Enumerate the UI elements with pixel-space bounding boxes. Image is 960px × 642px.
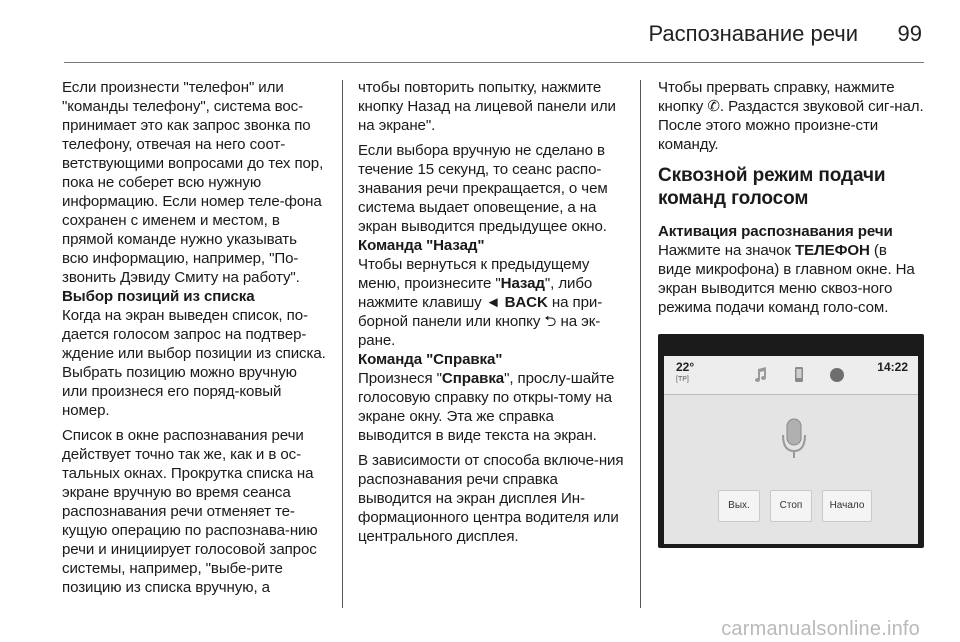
text: на при-борной панели или кнопку xyxy=(358,294,603,330)
text: ", либо нажмите клавишу xyxy=(358,275,593,311)
column-2 xyxy=(358,78,624,552)
text: . Раздастся звуковой сиг-нал. После этого можно произне-сти команду. xyxy=(658,98,924,153)
infotainment-screen-illustration xyxy=(658,334,924,548)
return-icon: ⮌ xyxy=(544,313,557,330)
paragraph xyxy=(358,236,624,350)
subheading: Активация распознавания речи xyxy=(658,223,893,240)
subheading: Команда "Справка" xyxy=(358,351,503,368)
page-title: Распознавание речи xyxy=(648,21,858,46)
exit-button[interactable]: Вых. xyxy=(718,490,760,522)
paragraph xyxy=(658,222,924,317)
header-rule xyxy=(64,62,924,63)
start-button[interactable]: Начало xyxy=(822,490,872,522)
paragraph xyxy=(62,287,326,420)
tp-indicator: [TP] xyxy=(676,376,689,383)
watermark: carmanualsonline.info xyxy=(721,618,920,640)
subheading: Выбор позиций из списка xyxy=(62,288,255,305)
section-heading: Сквозной режим подачи команд голосом xyxy=(658,165,886,209)
paragraph: чтобы повторить попытку, нажмите кнопку Назад на лицевой панели или на экране". xyxy=(358,79,616,134)
text: на эк-ране. xyxy=(358,313,601,349)
paragraph: Если выбора вручную не сделано в течение 15 секунд, то сеанс распо-знавания речи прекращается, о чем система выдает оповещение, а на экран выводится предыдущее окно. xyxy=(358,142,608,235)
paragraph-text: Когда на экран выведен список, по-дается голосом запрос на подтвер-ждение или выбор позиции из списка. Выбрать позицию можно вручную или произнеся его поряд-ковый номер. xyxy=(62,307,326,419)
voice-icon: ✆ xyxy=(707,98,720,115)
page-header xyxy=(64,20,922,48)
paragraph: Если произнести "телефон" или "команды телефону", система вос-принимает это как запрос звонка по телефону, отвечая на него соот-ветствующими вопросами до тех пор, пока не соберет всю нужную информацию. Если номер теле-фона сохранен с именем и местом, в прямой команде нужно указывать всю информацию, например, "По-звонить Дэвиду Смиту на работу". xyxy=(62,79,324,286)
text: ", прослу-шайте голосовую справку по откры-тому на экране окну. Эта же справка выводится в виде текста на экран. xyxy=(358,370,615,444)
clock: 14:22 xyxy=(877,360,908,374)
paragraph: Список в окне распознавания речи действует точно так же, как и в ос-тальных окнах. Прокрутка списка на экране вручную во время сеанса распознавания речи отменяет те-кущую операцию по распознава-нию речи и инициирует голосовой запрос системы, например, "выбе-рите позицию из списка вручную, а xyxy=(62,427,318,596)
column-1 xyxy=(62,78,326,603)
back-key-label: ◄ BACK xyxy=(485,294,548,311)
column-3 xyxy=(658,78,924,323)
command-word: Назад xyxy=(500,275,545,292)
phone-label: ТЕЛЕФОН xyxy=(795,242,870,259)
paragraph xyxy=(358,350,624,445)
music-note-icon[interactable] xyxy=(750,364,772,386)
subheading: Команда "Назад" xyxy=(358,237,485,254)
phone-icon[interactable] xyxy=(788,364,810,386)
record-icon[interactable] xyxy=(826,364,848,386)
text: Чтобы прервать справку, нажмите кнопку xyxy=(658,79,895,115)
stop-button[interactable]: Стоп xyxy=(770,490,812,522)
text: (в виде микрофона) в главном окне. На экран выводится меню сквоз-ного режима подачи команд голо-сом. xyxy=(658,242,915,316)
column-divider xyxy=(342,80,343,608)
page-number: 99 xyxy=(897,21,922,46)
column-divider xyxy=(640,80,641,608)
paragraph: В зависимости от способа включе-ния распознавания речи справка выводится на экран дисплея Ин-формационного центра водителя или центрального дисплея. xyxy=(358,452,624,545)
text: Нажмите на значок xyxy=(658,242,796,259)
text: Чтобы вернуться к предыдущему меню, произнесите " xyxy=(358,256,590,292)
command-word: Справка xyxy=(441,370,505,387)
microphone-icon[interactable] xyxy=(780,417,808,461)
text: Произнеся " xyxy=(358,370,442,387)
paragraph xyxy=(658,78,924,154)
temperature-readout: 22° xyxy=(676,360,695,374)
